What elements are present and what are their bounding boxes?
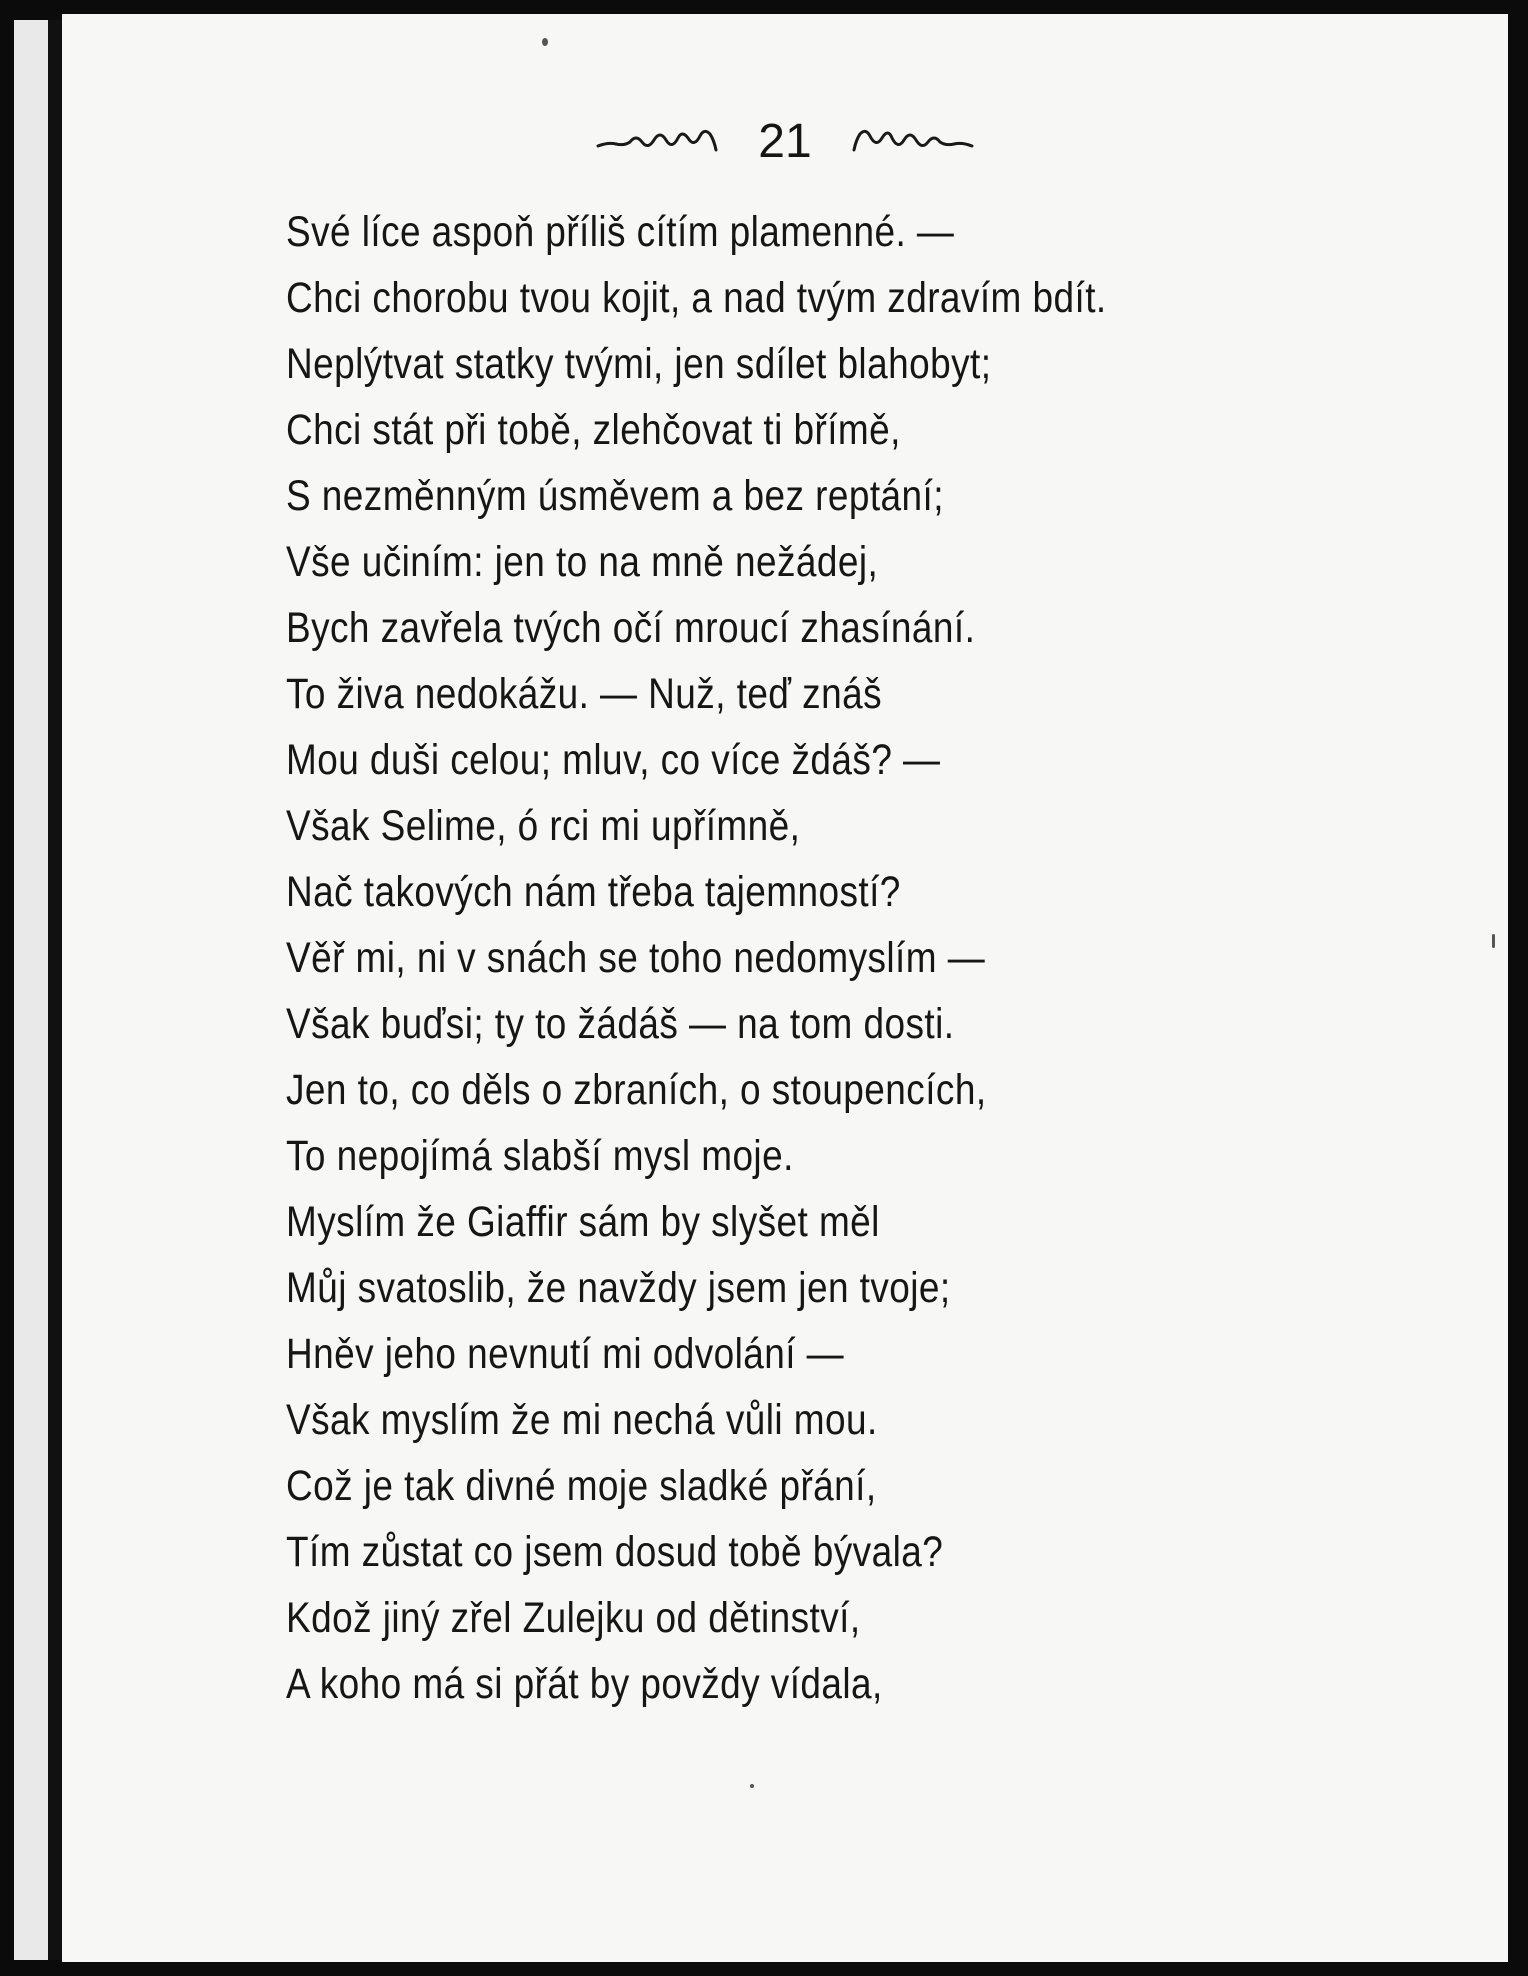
wave-flourish-icon bbox=[834, 120, 974, 165]
wave-flourish-icon bbox=[596, 120, 736, 165]
print-speck bbox=[1492, 934, 1495, 948]
adjacent-page-edge bbox=[14, 20, 48, 1960]
poem-line: Bych zavřela tvých očí mroucí zhasínání. bbox=[286, 604, 976, 652]
poem-line: Což je tak divné moje sladké přání, bbox=[286, 1462, 877, 1510]
poem-line: Neplýtvat statky tvými, jen sdílet blahobyt; bbox=[286, 340, 992, 388]
book-page bbox=[62, 14, 1508, 1962]
poem-line: A koho má si přát by povždy vídala, bbox=[286, 1660, 883, 1708]
poem-text bbox=[286, 199, 1386, 1717]
poem-line: Myslím že Giaffir sám by slyšet měl bbox=[286, 1198, 880, 1246]
poem-line: Můj svatoslib, že navždy jsem jen tvoje; bbox=[286, 1264, 951, 1312]
page-number: 21 bbox=[758, 115, 812, 168]
poem-line: Jen to, co děls o zbraních, o stoupencích, bbox=[286, 1066, 987, 1114]
poem-line: Vše učiním: jen to na mně nežádej, bbox=[286, 538, 879, 586]
poem-line: S nezměnným úsměvem a bez reptání; bbox=[286, 472, 944, 520]
poem-line: Tím zůstat co jsem dosud tobě bývala? bbox=[286, 1528, 944, 1576]
poem-line: Však Selime, ó rci mi upřímně, bbox=[286, 802, 801, 850]
poem-line: Mou duši celou; mluv, co více ždáš? — bbox=[286, 736, 941, 784]
poem-line: Hněv jeho nevnutí mi odvolání — bbox=[286, 1330, 845, 1378]
poem-line: Chci chorobu tvou kojit, a nad tvým zdravím bdít. bbox=[286, 274, 1107, 322]
print-speck bbox=[750, 1784, 754, 1788]
poem-line: Kdož jiný zřel Zulejku od dětinství, bbox=[286, 1594, 861, 1642]
page-gutter bbox=[48, 20, 62, 1960]
poem-line: Nač takových nám třeba tajemností? bbox=[286, 868, 901, 916]
poem-line: Své líce aspoň příliš cítím plamenné. — bbox=[286, 208, 955, 256]
poem-line: Věř mi, ni v snách se toho nedomyslím — bbox=[286, 934, 986, 982]
poem-line: To nepojímá slabší mysl moje. bbox=[286, 1132, 794, 1180]
poem-line: To živa nedokážu. — Nuž, teď znáš bbox=[286, 670, 883, 718]
poem-line: Však buďsi; ty to žádáš — na tom dosti. bbox=[286, 1000, 955, 1048]
poem-line: Však myslím že mi nechá vůli mou. bbox=[286, 1396, 878, 1444]
poem-line: Chci stát při tobě, zlehčovat ti břímě, bbox=[286, 406, 901, 454]
print-speck bbox=[542, 38, 548, 46]
page-header bbox=[62, 102, 1508, 182]
